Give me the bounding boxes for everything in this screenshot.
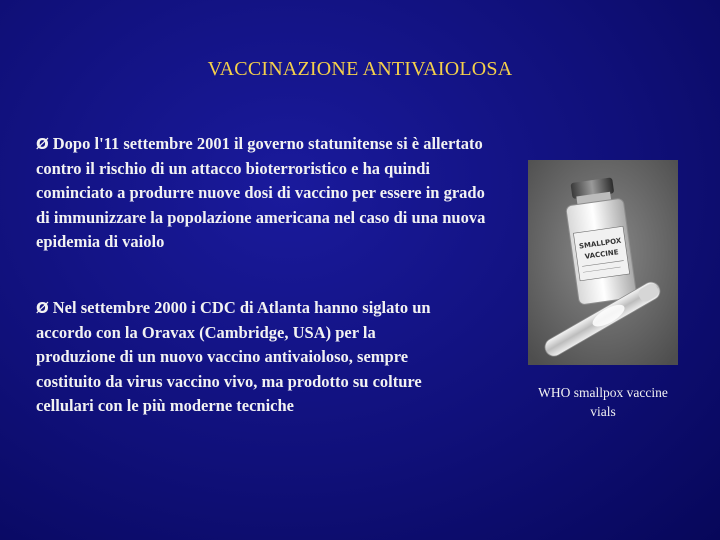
arrow-bullet-icon: Ø	[36, 299, 49, 317]
svg-text:SMALLPOX: SMALLPOX	[578, 236, 622, 251]
vaccine-vials-photo	[528, 160, 678, 365]
image-caption: WHO smallpox vaccine vials	[538, 385, 668, 419]
svg-text:VACCINE: VACCINE	[584, 248, 620, 261]
bullet-point-2	[36, 296, 456, 419]
vaccine-vials-illustration	[528, 160, 678, 365]
bullet-text-1: Dopo l'11 settembre 2001 il governo statunitense si è allertato contro il rischio di un attacco bioterroristico e ha quindi cominciato a produrre nuove dosi di vaccino per essere in grado di immunizzare la popolazione americana nel caso di una nuova epidemia di vaiolo	[36, 134, 486, 251]
bullet-point-1	[36, 132, 486, 255]
slide-title: VACCINAZIONE ANTIVAIOLOSA	[207, 58, 513, 80]
bullet-text-2: Nel settembre 2000 i CDC di Atlanta hanno siglato un accordo con la Oravax (Cambridge, USA) per la produzione di un nuovo vaccino antivaioloso, sempre costituito da virus vaccino vivo, ma prodotto su colture cellulari con le più moderne tecniche	[36, 298, 431, 415]
arrow-bullet-icon: Ø	[36, 135, 49, 153]
